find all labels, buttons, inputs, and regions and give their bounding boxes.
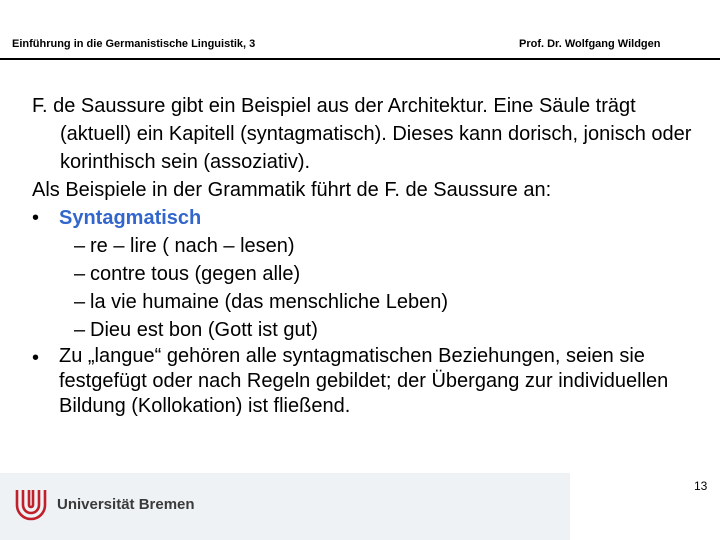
dash-marker: – <box>74 319 86 341</box>
bullet-marker: • <box>32 347 40 369</box>
university-bremen-logo-icon <box>14 488 48 522</box>
sub-item-text: la vie humaine (das menschliche Leben) <box>90 291 448 313</box>
examples-intro: Als Beispiele in der Grammatik führt de F. de Saussure an: <box>32 179 552 201</box>
header-divider <box>0 58 720 60</box>
university-name: Universität Bremen <box>57 496 195 513</box>
slide-header <box>0 0 720 62</box>
slide-body <box>32 92 712 419</box>
list-item <box>32 288 712 316</box>
bullet-syntagmatisch <box>32 204 712 232</box>
bullet-label: Syntagmatisch <box>59 207 202 229</box>
page-number: 13 <box>694 479 708 493</box>
list-item <box>32 260 712 288</box>
langue-paragraph: Zu „langue“ gehören alle syntagmatischen Beziehungen, seien sie festgefügt oder nach Regeln gebildet; der Übergang zur individuellen Bildung (Kollokation) ist fließend. <box>59 345 669 417</box>
bullet-langue <box>32 344 712 419</box>
list-item <box>32 316 712 344</box>
bullet-marker: • <box>32 207 40 229</box>
dash-marker: – <box>74 235 86 257</box>
sub-item-text: contre tous (gegen alle) <box>90 263 301 285</box>
intro-paragraph: F. de Saussure gibt ein Beispiel aus der Architektur. Eine Säule trägt (aktuell) ein Kapitell (syntagmatisch). Dieses kann dorisch, jonisch oder korinthisch sein (assoziativ). <box>32 95 692 173</box>
list-item <box>32 232 712 260</box>
sub-item-text: re – lire ( nach – lesen) <box>90 235 295 257</box>
dash-marker: – <box>74 263 86 285</box>
dash-marker: – <box>74 291 86 313</box>
sub-item-text: Dieu est bon (Gott ist gut) <box>90 319 318 341</box>
author-name: Prof. Dr. Wolfgang Wildgen <box>519 38 661 50</box>
course-title: Einführung in die Germanistische Linguistik, 3 <box>12 38 256 50</box>
